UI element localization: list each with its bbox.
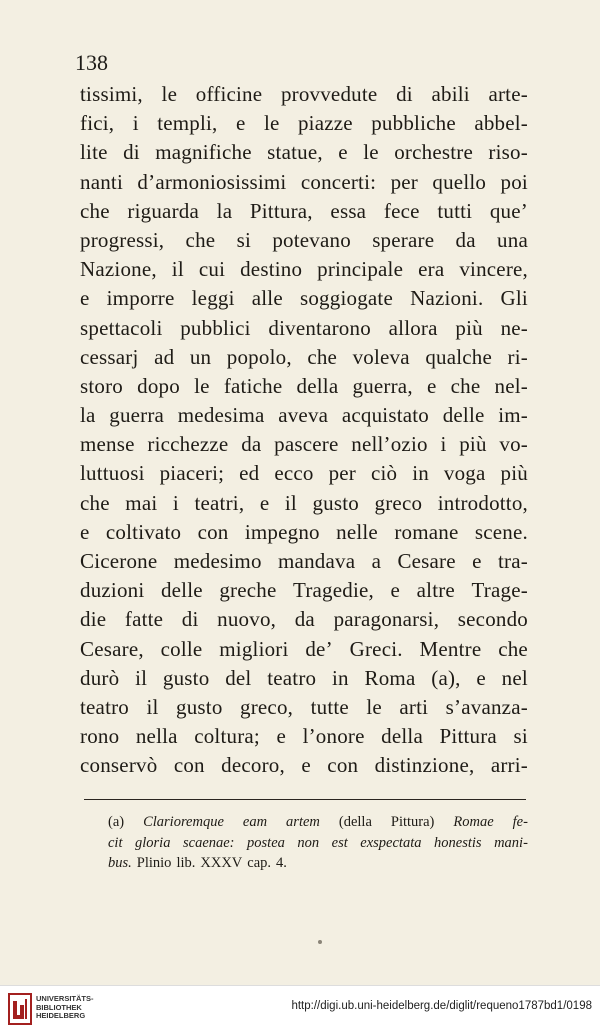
word: cap. bbox=[247, 855, 272, 871]
word: che bbox=[80, 198, 110, 223]
word: con bbox=[327, 753, 359, 778]
word: lib. bbox=[176, 855, 196, 871]
heidelberg-library-logo-icon[interactable] bbox=[8, 993, 32, 1025]
word: teatri, bbox=[194, 490, 245, 515]
word: il bbox=[284, 490, 297, 515]
word: in bbox=[332, 665, 349, 690]
word: introdotto, bbox=[437, 490, 528, 515]
word: scene. bbox=[474, 519, 528, 544]
word: della bbox=[381, 724, 423, 749]
word: e bbox=[472, 549, 482, 573]
word: Tragedie, bbox=[293, 578, 374, 603]
permalink-url[interactable]: http://digi.ub.uni-heidelberg.de/diglit/requeno1787bd1/0198 bbox=[291, 1000, 592, 1012]
word: a bbox=[371, 549, 382, 573]
word: dopo bbox=[137, 373, 180, 398]
word: il bbox=[146, 694, 159, 719]
word: concerti: bbox=[300, 169, 377, 194]
word: mandava bbox=[278, 549, 356, 573]
word: nelle bbox=[336, 519, 378, 544]
word: die bbox=[80, 607, 107, 632]
word: progressi, bbox=[80, 227, 165, 252]
word: altre bbox=[416, 578, 455, 603]
text-line bbox=[80, 168, 528, 197]
word: poi bbox=[500, 169, 528, 194]
ink-speck bbox=[318, 940, 322, 944]
word: XXXV bbox=[200, 855, 243, 871]
word: gloria bbox=[135, 834, 171, 851]
text-line bbox=[80, 576, 528, 605]
word: qualche bbox=[425, 344, 493, 369]
word: greco bbox=[374, 490, 423, 515]
word: templi, bbox=[157, 111, 218, 136]
word: nell’ozio bbox=[351, 432, 428, 457]
footnote-line bbox=[108, 853, 528, 874]
word: Romae bbox=[453, 814, 494, 830]
word: cui bbox=[198, 257, 226, 282]
text-line bbox=[80, 751, 528, 780]
word: gusto bbox=[162, 665, 210, 690]
word: cessarj bbox=[80, 344, 139, 369]
word: Greci. bbox=[349, 636, 403, 661]
word: Nazioni. bbox=[410, 286, 484, 311]
word: che bbox=[185, 227, 216, 252]
word: leggi bbox=[191, 286, 235, 311]
word: bus. bbox=[108, 855, 132, 871]
word: da bbox=[241, 432, 262, 457]
text-line bbox=[80, 314, 528, 343]
word: distinzione, bbox=[374, 753, 475, 778]
word: spettacoli bbox=[80, 315, 163, 340]
word: più bbox=[500, 461, 528, 486]
institution-name bbox=[36, 995, 94, 1021]
word: guerra, bbox=[352, 373, 413, 398]
word: gusto bbox=[176, 694, 223, 719]
text-line bbox=[80, 635, 528, 664]
word: e bbox=[80, 286, 90, 311]
word: d’armoniosissimi bbox=[137, 169, 287, 194]
word: arte- bbox=[488, 82, 528, 106]
word: coltura; bbox=[194, 724, 260, 749]
word: conservò bbox=[80, 753, 158, 778]
word: fe- bbox=[512, 814, 528, 830]
word: lite bbox=[80, 140, 108, 165]
word: pubbliche bbox=[371, 111, 456, 136]
word: romane bbox=[394, 519, 459, 544]
word: Cesare, bbox=[80, 636, 144, 661]
text-line bbox=[80, 109, 528, 138]
word: de’ bbox=[305, 636, 333, 661]
word: quello bbox=[432, 169, 487, 194]
word: officine bbox=[195, 82, 263, 106]
word: la bbox=[216, 198, 233, 223]
word: paragonarsi, bbox=[333, 607, 440, 632]
word: di bbox=[123, 140, 140, 165]
word: di bbox=[181, 607, 199, 632]
institution-line: UNIVERSITÄTS- bbox=[36, 994, 94, 1003]
word: nanti bbox=[80, 169, 123, 194]
word: abbel- bbox=[474, 111, 528, 136]
word: del bbox=[225, 665, 252, 690]
word: e bbox=[426, 373, 437, 398]
word: (a), bbox=[431, 665, 461, 690]
word: ciò bbox=[370, 461, 398, 486]
word: i bbox=[132, 111, 139, 136]
text-line bbox=[80, 693, 528, 722]
word: l’onore bbox=[302, 724, 365, 749]
word: cit bbox=[108, 834, 123, 851]
word: 4. bbox=[276, 855, 287, 871]
word: Pittura bbox=[439, 724, 497, 749]
word: arti bbox=[399, 694, 429, 719]
word: riso- bbox=[488, 140, 528, 165]
word: la bbox=[80, 403, 96, 428]
word: e bbox=[276, 724, 287, 749]
word: voleva bbox=[352, 344, 410, 369]
word: statue, bbox=[267, 140, 323, 165]
word: della bbox=[296, 373, 339, 398]
word: e bbox=[390, 578, 401, 603]
word: luttuosi bbox=[80, 461, 145, 486]
word: orchestre bbox=[394, 140, 473, 165]
footnote-line bbox=[108, 812, 528, 833]
word: diventarono bbox=[268, 315, 371, 340]
word: rono bbox=[80, 724, 120, 749]
word: tra- bbox=[498, 549, 528, 573]
word: Trage- bbox=[471, 578, 528, 603]
word: da bbox=[455, 227, 476, 252]
word: piaceri; bbox=[159, 461, 225, 486]
word: teatro bbox=[267, 665, 317, 690]
text-line bbox=[80, 80, 528, 109]
word: abili bbox=[431, 82, 470, 106]
word: colle bbox=[160, 636, 203, 661]
word: le bbox=[263, 111, 280, 136]
word: il bbox=[135, 665, 148, 690]
word: fece bbox=[383, 198, 420, 223]
word: Roma bbox=[364, 665, 416, 690]
word: coltivato bbox=[105, 519, 182, 544]
text-line bbox=[80, 284, 528, 313]
word: con bbox=[173, 753, 205, 778]
word: i bbox=[440, 432, 447, 457]
word: nel bbox=[501, 665, 528, 690]
word: principale bbox=[317, 257, 404, 282]
word: ed bbox=[239, 461, 260, 486]
word: Clarioremque bbox=[143, 814, 224, 830]
word: che bbox=[450, 373, 481, 398]
word: duzioni bbox=[80, 578, 145, 603]
word: le bbox=[366, 694, 382, 719]
text-line bbox=[80, 138, 528, 167]
word: che bbox=[498, 636, 528, 661]
word: storo bbox=[80, 373, 123, 398]
word: aveva bbox=[278, 403, 329, 428]
word: Pittura) bbox=[390, 814, 435, 830]
word: più bbox=[459, 432, 487, 457]
word: durò bbox=[80, 665, 120, 690]
word: per bbox=[390, 169, 418, 194]
word: per bbox=[328, 461, 356, 486]
institution-line: BIBLIOTHEK bbox=[36, 1002, 82, 1012]
word: Pittura, bbox=[249, 198, 313, 223]
text-line bbox=[80, 255, 528, 284]
word: destino bbox=[240, 257, 303, 282]
word: vo- bbox=[499, 432, 528, 457]
word: magnifiche bbox=[155, 140, 252, 165]
word: mense bbox=[80, 432, 135, 457]
word: (a) bbox=[108, 814, 125, 830]
text-line bbox=[80, 459, 528, 488]
word: nuovo, bbox=[217, 607, 277, 632]
word: Gli bbox=[500, 286, 528, 311]
word: que’ bbox=[489, 198, 528, 223]
word: essa bbox=[330, 198, 367, 223]
word: il bbox=[171, 257, 184, 282]
word: nel- bbox=[494, 373, 528, 398]
word: honestis bbox=[434, 834, 482, 851]
word: che bbox=[80, 490, 110, 515]
word: tutte bbox=[310, 694, 349, 719]
word: eam bbox=[242, 814, 268, 830]
text-line bbox=[80, 343, 528, 372]
word: i bbox=[172, 490, 179, 515]
page-number: 138 bbox=[75, 50, 108, 75]
word: greche bbox=[219, 578, 277, 603]
word: si bbox=[236, 227, 252, 252]
word: alle bbox=[251, 286, 283, 311]
word: le bbox=[194, 373, 210, 398]
word: e bbox=[338, 140, 348, 165]
word: da bbox=[294, 607, 315, 632]
word: im- bbox=[498, 403, 528, 428]
word: Mentre bbox=[419, 636, 482, 661]
word: e bbox=[80, 519, 90, 544]
word: le bbox=[363, 140, 379, 165]
text-line bbox=[80, 226, 528, 255]
word: arri- bbox=[490, 753, 528, 778]
word: delle bbox=[160, 578, 203, 603]
word: riguarda bbox=[127, 198, 199, 223]
text-line bbox=[80, 197, 528, 226]
word: secondo bbox=[457, 607, 528, 632]
word: delle bbox=[442, 403, 485, 428]
word: migliori bbox=[219, 636, 289, 661]
word: ne- bbox=[500, 315, 528, 340]
word: più bbox=[455, 315, 483, 340]
word: ri- bbox=[507, 344, 528, 369]
word: e bbox=[259, 490, 270, 515]
word: una bbox=[497, 227, 528, 252]
word: piazze bbox=[297, 111, 353, 136]
word: pubblici bbox=[180, 315, 251, 340]
word: non bbox=[297, 834, 320, 851]
word: Cicerone bbox=[80, 549, 158, 573]
word: guerra bbox=[109, 403, 165, 428]
word: vincere, bbox=[459, 257, 528, 282]
word: ad bbox=[154, 344, 175, 369]
word: e bbox=[301, 753, 311, 778]
word: e bbox=[476, 665, 486, 690]
word: acquistato bbox=[341, 403, 429, 428]
footnote bbox=[108, 812, 528, 874]
word: impegno bbox=[244, 519, 320, 544]
word: si bbox=[513, 724, 528, 749]
word: medesima bbox=[177, 403, 265, 428]
word: decoro, bbox=[221, 753, 285, 778]
word: in bbox=[412, 461, 429, 486]
word: exspectata bbox=[360, 834, 422, 851]
word: pascere bbox=[274, 432, 339, 457]
word: con bbox=[197, 519, 229, 544]
text-line bbox=[80, 605, 528, 634]
word: est bbox=[331, 834, 348, 851]
text-line bbox=[80, 401, 528, 430]
word: potevano bbox=[272, 227, 351, 252]
word: sperare bbox=[372, 227, 435, 252]
word: s’avanza- bbox=[445, 694, 528, 719]
word: fatiche bbox=[223, 373, 283, 398]
text-line bbox=[80, 372, 528, 401]
text-line bbox=[80, 664, 528, 693]
word: fici, bbox=[80, 111, 115, 136]
body-text bbox=[80, 80, 528, 781]
word: postea bbox=[247, 834, 285, 851]
word: di bbox=[396, 82, 413, 106]
word: allora bbox=[388, 315, 438, 340]
footnote-rule bbox=[84, 799, 526, 800]
word: fatte bbox=[124, 607, 164, 632]
text-line bbox=[80, 489, 528, 518]
word: popolo, bbox=[226, 344, 292, 369]
text-line bbox=[80, 430, 528, 459]
institution-line: HEIDELBERG bbox=[36, 1011, 86, 1021]
word: era bbox=[418, 257, 445, 282]
word: imporre bbox=[106, 286, 175, 311]
text-line bbox=[80, 518, 528, 547]
word: tissimi, bbox=[80, 82, 143, 106]
word: medesimo bbox=[173, 549, 262, 573]
word: greco, bbox=[240, 694, 294, 719]
word: che bbox=[307, 344, 338, 369]
word: soggiogate bbox=[299, 286, 393, 311]
word: un bbox=[189, 344, 212, 369]
word: Cesare bbox=[397, 549, 456, 573]
word: artem bbox=[286, 814, 320, 830]
word: mani- bbox=[494, 834, 528, 851]
word: mai bbox=[125, 490, 158, 515]
footnote-line bbox=[108, 833, 528, 854]
word: gusto bbox=[312, 490, 359, 515]
word: ecco bbox=[274, 461, 314, 486]
word: voga bbox=[443, 461, 486, 486]
word: Nazione, bbox=[80, 257, 157, 282]
word: e bbox=[235, 111, 246, 136]
text-line bbox=[80, 722, 528, 751]
word: scaenae: bbox=[182, 834, 235, 851]
word: tutti bbox=[437, 198, 473, 223]
text-line bbox=[80, 547, 528, 576]
footer-bar bbox=[0, 985, 600, 1032]
word: nella bbox=[135, 724, 178, 749]
word: provvedute bbox=[280, 82, 378, 106]
word: le bbox=[161, 82, 178, 106]
word: teatro bbox=[80, 694, 130, 719]
word: ricchezze bbox=[147, 432, 229, 457]
word: Plinio bbox=[136, 855, 172, 871]
word: (della bbox=[338, 814, 372, 830]
